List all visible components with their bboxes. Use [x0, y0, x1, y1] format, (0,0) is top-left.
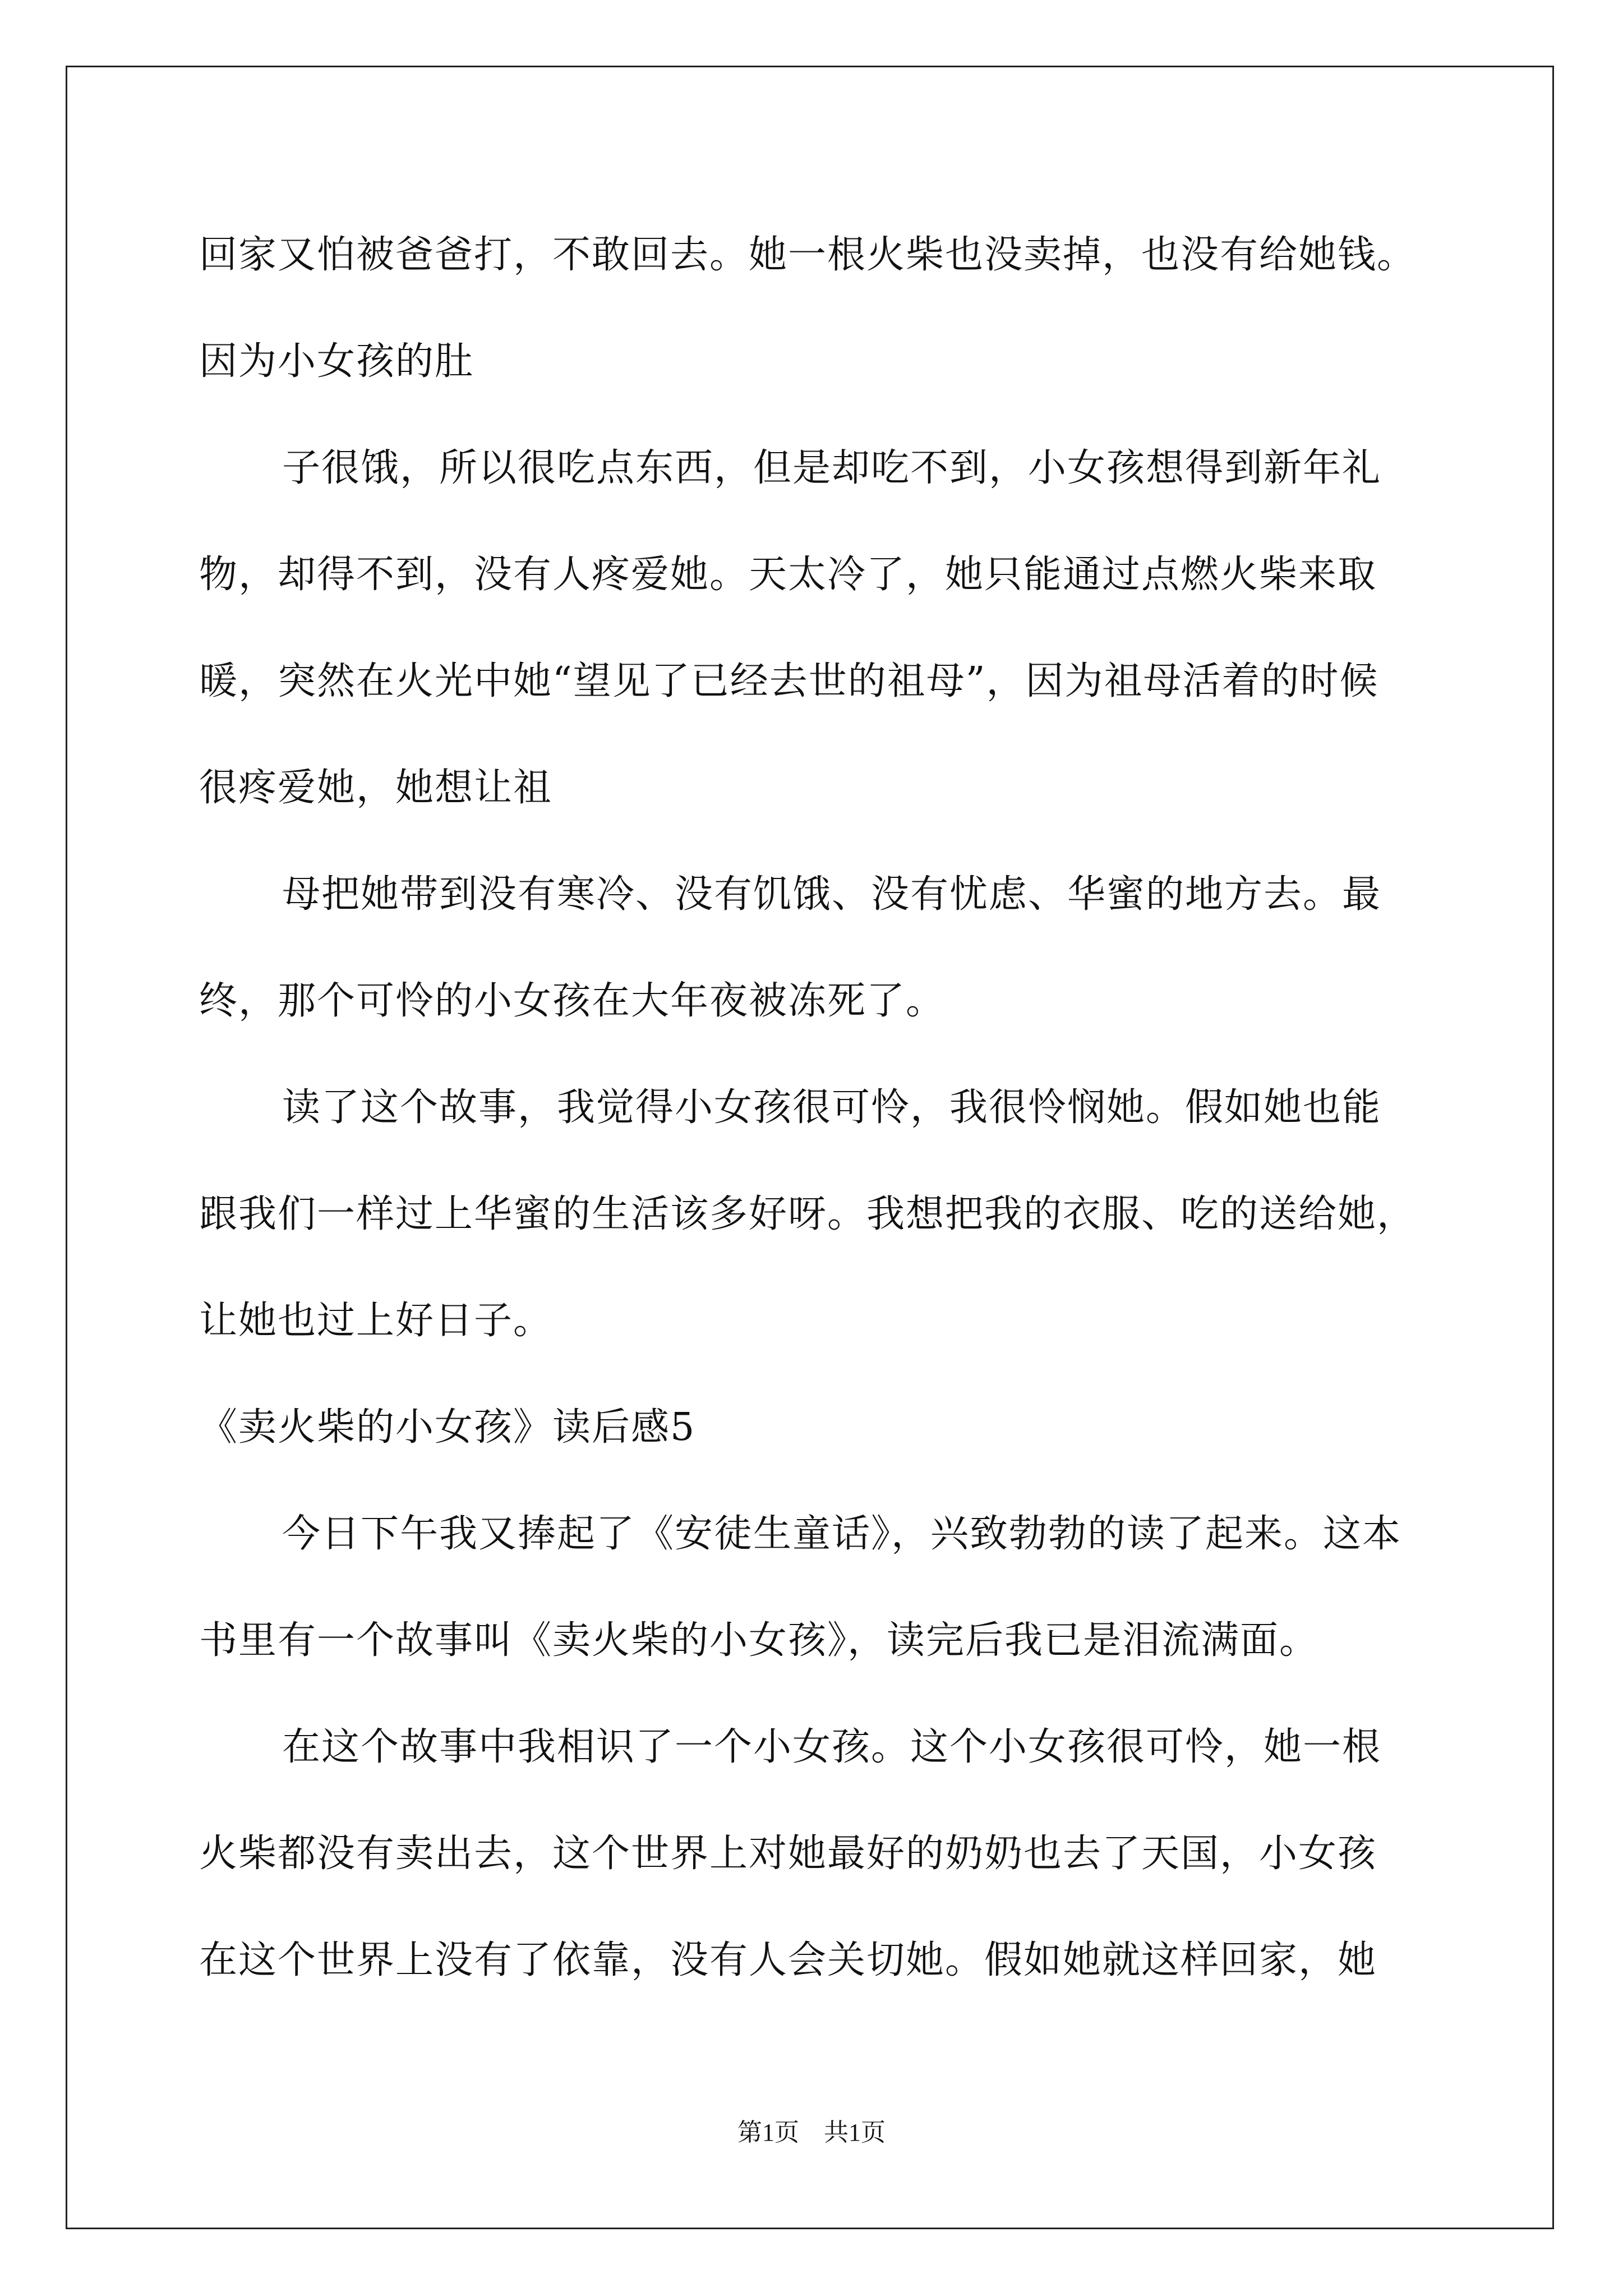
text-line: 因为小女孩的肚 [199, 339, 474, 384]
paragraph-start: 今日下午我又捧起了《安徒生童话》，兴致勃勃的读了起来。这本 [282, 1512, 1402, 1556]
text-line: 回家又怕被爸爸打，不敢回去。她一根火柴也没卖掉，也没有给她钱。 [199, 233, 1417, 277]
text-line: 在这个世界上没有了依靠，没有人会关切她。假如她就这样回家，她 [199, 1938, 1377, 1982]
text-line: 跟我们一样过上华蜜的生活该多好呀。我想把我的衣服、吃的送给她， [199, 1192, 1417, 1236]
paragraph-start: 母把她带到没有寒冷、没有饥饿、没有忧虑、华蜜的地方去。最 [282, 872, 1382, 917]
paragraph-start: 在这个故事中我相识了一个小女孩。这个小女孩很可怜，她一根 [282, 1725, 1382, 1769]
text-line: 书里有一个故事叫《卖火柴的小女孩》，读完后我已是泪流满面。 [199, 1618, 1319, 1663]
section-heading: 《卖火柴的小女孩》读后感5 [199, 1405, 696, 1450]
text-line: 很疼爱她，她想让祖 [199, 766, 553, 810]
text-line: 物，却得不到，没有人疼爱她。天太冷了，她只能通过点燃火柴来取 [199, 553, 1377, 597]
paragraph-start: 子很饿，所以很吃点东西，但是却吃不到，小女孩想得到新年礼 [282, 446, 1382, 490]
text-line: 暖，突然在火光中她“望见了已经去世的祖母”，因为祖母活着的时候 [199, 659, 1379, 703]
document-body [199, 202, 1433, 2014]
text-line: 让她也过上好日子。 [199, 1299, 553, 1343]
paragraph-start: 读了这个故事，我觉得小女孩很可怜，我很怜悯她。假如她也能 [282, 1085, 1382, 1130]
page-number: 第1页 共1页 [737, 2119, 886, 2146]
page-footer [0, 2112, 1623, 2148]
text-line: 火柴都没有卖出去，这个世界上对她最好的奶奶也去了天国，小女孩 [199, 1832, 1377, 1876]
text-line: 终，那个可怜的小女孩在大年夜被冻死了。 [199, 979, 946, 1023]
